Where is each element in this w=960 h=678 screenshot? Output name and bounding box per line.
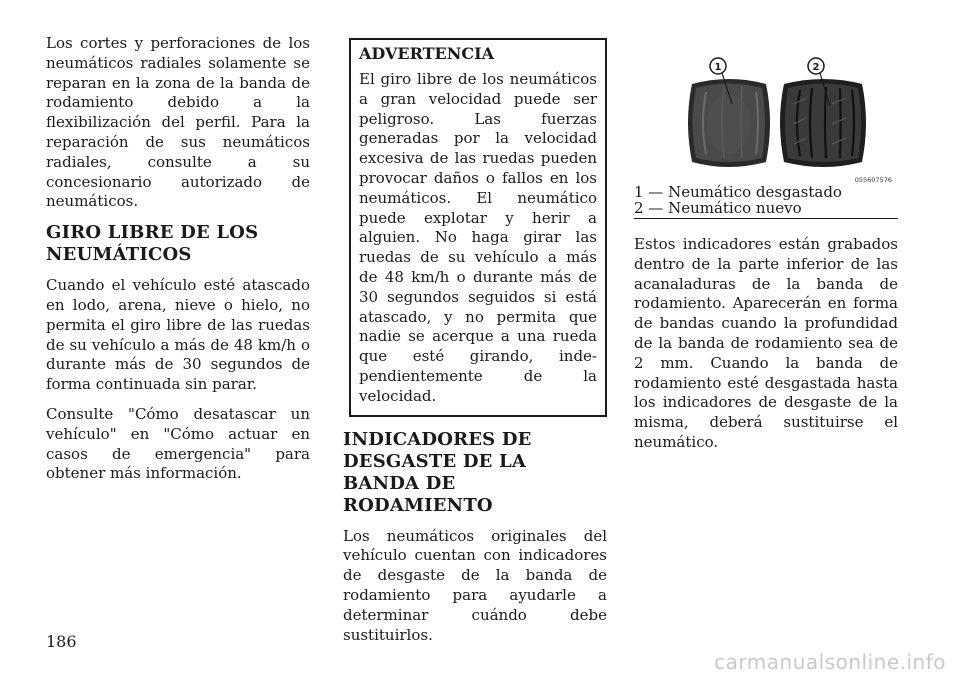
caption-new-tire: 2 — Neumático nuevo: [634, 199, 802, 217]
column-left: [46, 34, 310, 494]
tire-illustration: [634, 34, 898, 184]
svg-text:2: 2: [812, 62, 820, 73]
column-middle: [343, 34, 607, 655]
paragraph-indicator-description: Estos indicadores están grabados dentro de la parte inferior de las acanaladuras de la banda de rodamiento. Aparecerán en forma de bandas cuando la profundidad de la banda de rodamiento sea de 2 mm. Cuando la banda de rodamiento esté desgastada hasta los indicadores de desgaste de la misma, deberá sustituirse el neumático.: [634, 235, 898, 451]
svg-text:1: 1: [714, 62, 722, 73]
column-right: [634, 34, 898, 463]
heading-tire-spin: GIRO LIBRE DE LOS NEUMÁTICOS: [46, 222, 259, 266]
warning-title: ADVERTENCIA: [359, 44, 494, 63]
figure-caption: [634, 184, 898, 219]
paragraph-cuts-repair: Los cortes y perforaciones de los neumáticos radiales solamente se reparan en la zona de la banda de rodamiento debido a la flexibilización del perfil. Para la reparación de sus neumáticos radiales, consulte a su concesionario autorizado de neumáticos.: [46, 34, 310, 211]
paragraph-tread-indicators: Los neumáticos originales del vehículo cuentan con indicadores de desgaste de la banda de rodamiento para ayudarle a determinar cuándo debe sustituirlos.: [343, 526, 607, 644]
figure-code: 055607576: [854, 176, 892, 184]
caption-worn-tire: 1 — Neumático desgastado: [634, 183, 842, 201]
worn-tire-image: [688, 79, 770, 167]
tire-figure: [634, 34, 898, 184]
warning-box: [349, 38, 607, 417]
watermark: carmanualsonline.info: [714, 650, 946, 674]
paragraph-reference: Consulte "Cómo desatascar un vehículo" en "Cómo actuar en casos de emergencia" para obtener más información.: [46, 404, 310, 483]
page-number: 186: [46, 632, 77, 651]
paragraph-stuck-vehicle: Cuando el vehículo esté atascado en lodo, arena, nieve o hielo, no permita el giro libre de las ruedas de su vehículo a más de 48 km/h o durante más de 30 segundos de forma continuada sin parar.: [46, 276, 310, 394]
new-tire-image: [780, 79, 866, 167]
heading-tread-wear: INDICADORES DE DESGASTE DE LA BANDA DE RODAMIENTO: [343, 428, 532, 516]
warning-text: El giro libre de los neumáticos a gran velocidad puede ser peligroso. Las fuerzas generadas por la velocidad excesiva de las ruedas pueden provocar daños o fallos en los neumáticos. El neumático puede explotar y herir a alguien. No haga girar las ruedas de su vehículo a más de 48 km/h o durante más de 30 segundos seguidos si está atascado, y no permita que nadie se acerque a una rueda que esté girando, independientemente de la velocidad.: [359, 70, 597, 405]
